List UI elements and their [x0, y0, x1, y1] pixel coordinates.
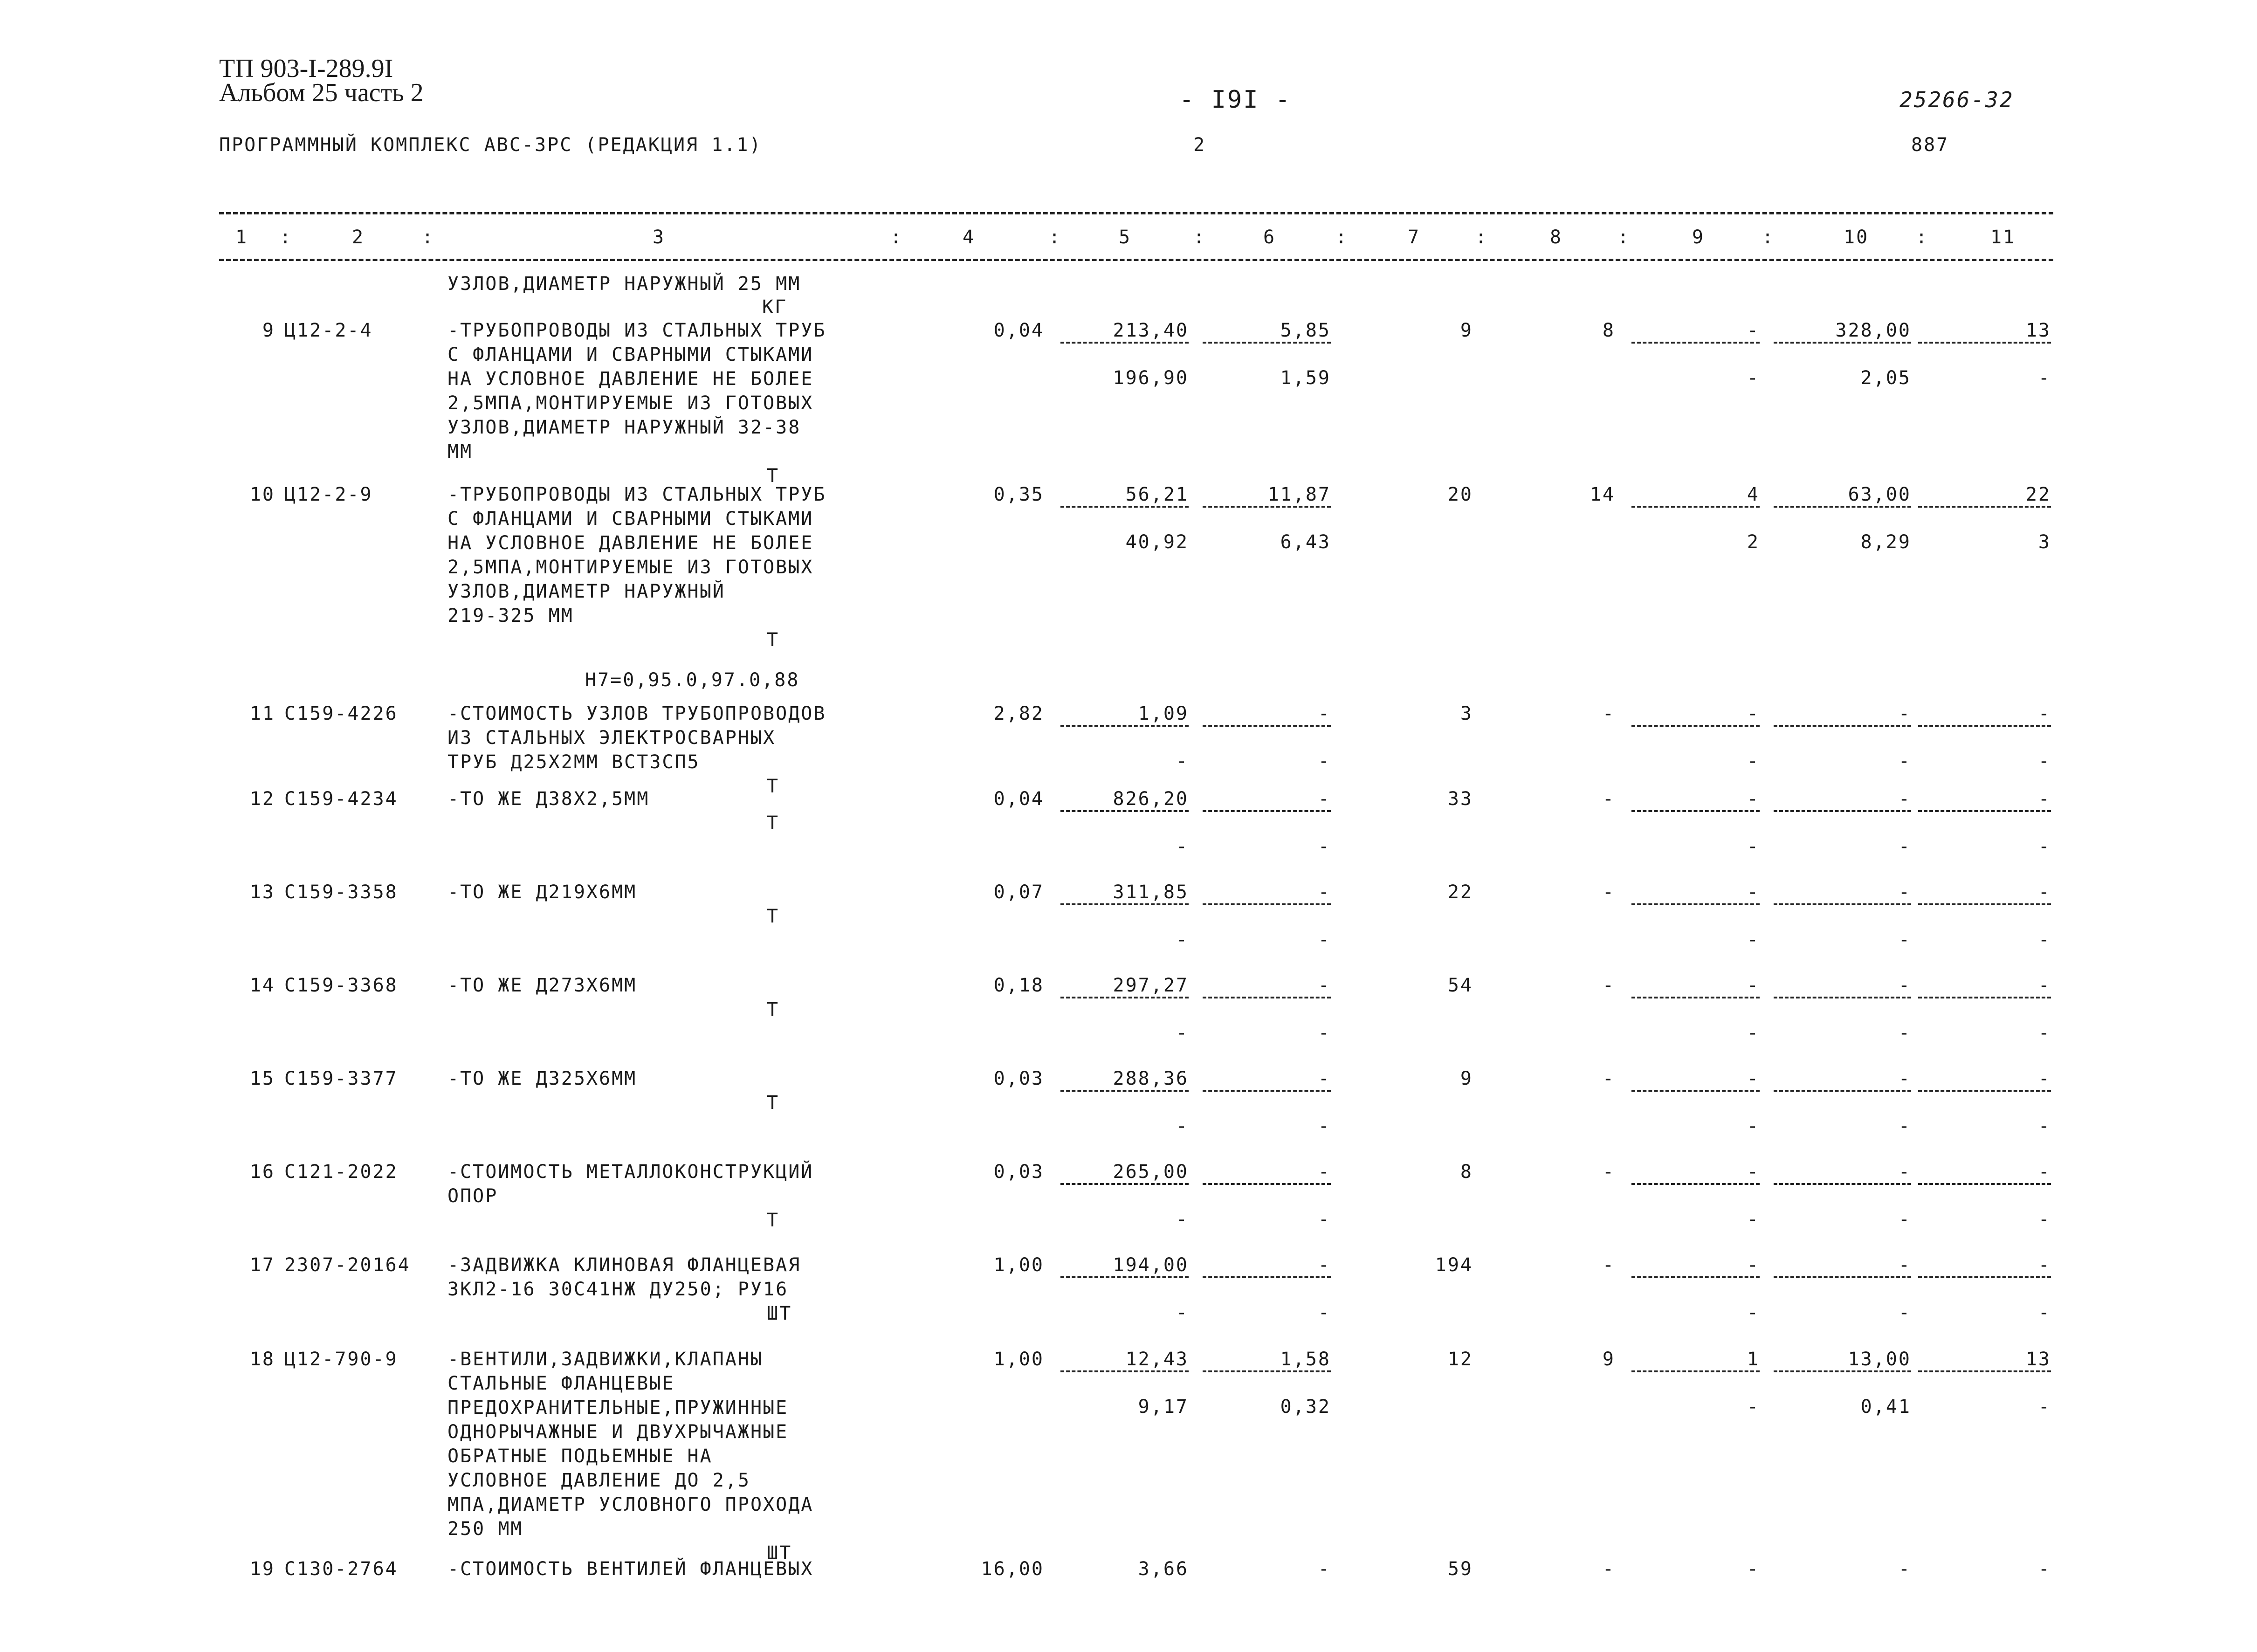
value-col-11: 13 — [2025, 320, 2051, 341]
value-col-10: - — [1898, 1254, 1911, 1276]
value-col-11: 13 — [2025, 1349, 2051, 1370]
value-divider — [1203, 810, 1331, 812]
lower-value-col-10: - — [1898, 750, 1911, 772]
carryover-unit: КГ — [762, 296, 788, 318]
item-description: ОПОР — [447, 1185, 498, 1207]
value-divider — [1918, 903, 2051, 905]
lower-value-col-11: - — [2038, 1302, 2051, 1323]
value-col-6: - — [1318, 788, 1331, 810]
program-title: ПРОГРАММНЫЙ КОМПЛЕКС АВС-3РС (РЕДАКЦИЯ 1.1) — [219, 134, 762, 156]
value-col-10: - — [1898, 881, 1911, 903]
item-description: 219-325 ММ — [447, 605, 574, 626]
rate-code: С159-3368 — [284, 975, 398, 996]
value-col-10: - — [1898, 1068, 1911, 1089]
value-col-6: 11,87 — [1267, 484, 1331, 505]
lower-value-col-6: - — [1318, 836, 1331, 857]
value-divider — [1631, 1090, 1760, 1092]
value-col-8: - — [1602, 1558, 1615, 1580]
value-divider — [1203, 342, 1331, 344]
value-col-9: - — [1747, 975, 1760, 996]
row-number: 12 — [249, 788, 275, 810]
album-label: Альбом 25 часть 2 — [219, 78, 424, 107]
quantity: 1,00 — [993, 1254, 1044, 1276]
value-col-10: - — [1898, 788, 1911, 810]
value-divider — [1060, 1090, 1189, 1092]
item-description: ОДНОРЫЧАЖНЫЕ И ДВУХРЫЧАЖНЫЕ — [447, 1421, 789, 1443]
value-divider — [1774, 810, 1911, 812]
item-description: С ФЛАНЦАМИ И СВАРНЫМИ СТЫКАМИ — [447, 508, 814, 530]
rate-code: С159-4226 — [284, 703, 398, 724]
column-header-3: 3 — [653, 227, 666, 248]
value-col-7: 194 — [1435, 1254, 1473, 1276]
lower-value-col-9: - — [1747, 836, 1760, 857]
rate-code: 2307-20164 — [284, 1254, 411, 1276]
lower-value-col-6: - — [1318, 1115, 1331, 1137]
lower-value-col-6: - — [1318, 1209, 1331, 1230]
value-divider — [1631, 810, 1760, 812]
item-description: НА УСЛОВНОЕ ДАВЛЕНИЕ НЕ БОЛЕЕ — [447, 532, 814, 554]
item-description: НА УСЛОВНОЕ ДАВЛЕНИЕ НЕ БОЛЕЕ — [447, 368, 814, 390]
value-col-6: 1,58 — [1280, 1349, 1331, 1370]
item-description: СТАЛЬНЫЕ ФЛАНЦЕВЫЕ — [447, 1373, 675, 1394]
column-header-1: 1 — [235, 227, 248, 248]
value-col-7: 8 — [1460, 1161, 1473, 1183]
value-col-5: 1,09 — [1138, 703, 1189, 724]
value-divider — [1918, 725, 2051, 727]
column-separator: : — [280, 227, 293, 248]
value-divider — [1203, 1090, 1331, 1092]
value-divider — [1203, 506, 1331, 508]
quantity: 0,35 — [993, 484, 1044, 505]
lower-value-col-5: - — [1176, 1302, 1189, 1323]
coefficient-note: Н7=0,95.0,97.0,88 — [585, 669, 800, 691]
unit-of-measure: Т — [767, 812, 780, 834]
item-description: ПРЕДОХРАНИТЕЛЬНЫЕ,ПРУЖИННЫЕ — [447, 1397, 789, 1418]
registration-number: 25266-32 — [1899, 87, 2014, 112]
value-col-10: - — [1898, 975, 1911, 996]
lower-value-col-9: - — [1747, 929, 1760, 950]
value-col-6: - — [1318, 1254, 1331, 1276]
value-col-8: - — [1602, 975, 1615, 996]
value-col-7: 22 — [1447, 881, 1473, 903]
value-col-11: - — [2038, 1254, 2051, 1276]
row-number: 13 — [249, 881, 275, 903]
column-separator: : — [890, 227, 903, 248]
lower-value-col-5: - — [1176, 1115, 1189, 1137]
value-col-9: - — [1747, 1558, 1760, 1580]
value-divider — [1060, 725, 1189, 727]
value-col-9: 1 — [1747, 1349, 1760, 1370]
row-number: 9 — [262, 320, 275, 341]
row-number: 11 — [249, 703, 275, 724]
item-description: -ВЕНТИЛИ,ЗАДВИЖКИ,КЛАПАНЫ — [447, 1349, 764, 1370]
item-description: -ЗАДВИЖКА КЛИНОВАЯ ФЛАНЦЕВАЯ — [447, 1254, 801, 1276]
value-col-8: 9 — [1602, 1349, 1615, 1370]
rate-code: Ц12-2-9 — [284, 484, 373, 505]
value-divider — [1060, 342, 1189, 344]
lower-value-col-5: - — [1176, 750, 1189, 772]
row-number: 15 — [249, 1068, 275, 1089]
rate-code: С159-3358 — [284, 881, 398, 903]
quantity: 0,04 — [993, 320, 1044, 341]
value-col-5: 311,85 — [1113, 881, 1189, 903]
row-number: 18 — [249, 1349, 275, 1370]
lower-value-col-6: 0,32 — [1280, 1396, 1331, 1418]
value-col-6: - — [1318, 1068, 1331, 1089]
value-divider — [1060, 1276, 1189, 1278]
lower-value-col-5: 196,90 — [1113, 367, 1189, 389]
column-separator: : — [422, 227, 435, 248]
lower-value-col-11: - — [2038, 367, 2051, 389]
value-col-5: 3,66 — [1138, 1558, 1189, 1580]
value-col-10: - — [1898, 1161, 1911, 1183]
value-col-8: 8 — [1602, 320, 1615, 341]
value-divider — [1060, 810, 1189, 812]
value-col-7: 9 — [1460, 320, 1473, 341]
value-divider — [1631, 903, 1760, 905]
page-number: - I9I - — [1179, 86, 1292, 114]
column-header-7: 7 — [1408, 227, 1421, 248]
item-description: 2,5МПА,МОНТИРУЕМЫЕ ИЗ ГОТОВЫХ — [447, 392, 814, 414]
value-divider — [1918, 1090, 2051, 1092]
unit-of-measure: Т — [767, 1210, 780, 1231]
column-separator: : — [1049, 227, 1062, 248]
quantity: 0,03 — [993, 1161, 1044, 1183]
lower-value-col-10: - — [1898, 929, 1911, 950]
unit-of-measure: Т — [767, 906, 780, 927]
value-col-7: 3 — [1460, 703, 1473, 724]
item-description: -ТО ЖЕ Д219Х6ММ — [447, 881, 637, 903]
value-col-7: 59 — [1447, 1558, 1473, 1580]
value-divider — [1774, 1276, 1911, 1278]
lower-value-col-11: - — [2038, 1396, 2051, 1418]
item-description: -СТОИМОСТЬ УЗЛОВ ТРУБОПРОВОДОВ — [447, 703, 826, 724]
value-divider — [1774, 342, 1911, 344]
value-divider — [1060, 1183, 1189, 1185]
item-description: -СТОИМОСТЬ ВЕНТИЛЕЙ ФЛАНЦЕВЫХ — [447, 1558, 814, 1580]
lower-value-col-10: 0,41 — [1860, 1396, 1911, 1418]
value-col-10: 328,00 — [1835, 320, 1911, 341]
value-col-5: 297,27 — [1113, 975, 1189, 996]
column-header-2: 2 — [352, 227, 365, 248]
item-description: -ТО ЖЕ Д325Х6ММ — [447, 1068, 637, 1089]
value-divider — [1631, 1370, 1760, 1372]
quantity: 16,00 — [981, 1558, 1044, 1580]
carryover-text: УЗЛОВ,ДИАМЕТР НАРУЖНЫЙ 25 ММ — [447, 273, 801, 295]
row-number: 17 — [249, 1254, 275, 1276]
column-header-8: 8 — [1550, 227, 1563, 248]
lower-value-col-9: - — [1747, 750, 1760, 772]
value-divider — [1918, 1370, 2051, 1372]
row-number: 14 — [249, 975, 275, 996]
value-divider — [1203, 1276, 1331, 1278]
lower-value-col-10: 8,29 — [1860, 531, 1911, 553]
value-col-11: 22 — [2025, 484, 2051, 505]
quantity: 0,18 — [993, 975, 1044, 996]
lower-value-col-6: - — [1318, 750, 1331, 772]
value-divider — [1203, 997, 1331, 998]
column-header-9: 9 — [1692, 227, 1705, 248]
value-col-10: 13,00 — [1848, 1349, 1911, 1370]
quantity: 1,00 — [993, 1349, 1044, 1370]
item-description: -ТРУБОПРОВОДЫ ИЗ СТАЛЬНЫХ ТРУБ — [447, 484, 826, 505]
value-divider — [1631, 1276, 1760, 1278]
sheet-number: 887 — [1911, 134, 1949, 156]
lower-value-col-9: - — [1747, 1302, 1760, 1323]
row-number: 19 — [249, 1558, 275, 1580]
value-col-9: - — [1747, 1254, 1760, 1276]
column-separator: : — [1762, 227, 1775, 248]
item-description: УСЛОВНОЕ ДАВЛЕНИЕ ДО 2,5 — [447, 1470, 750, 1491]
value-divider — [1774, 506, 1911, 508]
value-col-8: - — [1602, 1068, 1615, 1089]
value-col-6: - — [1318, 1558, 1331, 1580]
value-divider — [1631, 506, 1760, 508]
value-divider — [1060, 1370, 1189, 1372]
column-header-5: 5 — [1119, 227, 1132, 248]
value-divider — [1918, 1183, 2051, 1185]
section-number: 2 — [1193, 134, 1206, 156]
value-divider — [1060, 997, 1189, 998]
value-col-8: - — [1602, 1161, 1615, 1183]
value-col-11: - — [2038, 1558, 2051, 1580]
value-col-6: - — [1318, 1161, 1331, 1183]
value-divider — [1203, 1183, 1331, 1185]
item-description: МПА,ДИАМЕТР УСЛОВНОГО ПРОХОДА — [447, 1494, 814, 1515]
item-description: ОБРАТНЫЕ ПОДЬЕМНЫЕ НА — [447, 1446, 713, 1467]
rate-code: С121-2022 — [284, 1161, 398, 1183]
value-col-5: 194,00 — [1113, 1254, 1189, 1276]
lower-value-col-10: - — [1898, 1209, 1911, 1230]
lower-value-col-10: - — [1898, 1115, 1911, 1137]
value-col-10: 63,00 — [1848, 484, 1911, 505]
value-divider — [1774, 1370, 1911, 1372]
value-col-7: 20 — [1447, 484, 1473, 505]
item-description: ИЗ СТАЛЬНЫХ ЭЛЕКТРОСВАРНЫХ — [447, 727, 776, 749]
rate-code: С159-4234 — [284, 788, 398, 810]
lower-value-col-5: - — [1176, 1022, 1189, 1044]
lower-value-col-11: - — [2038, 1209, 2051, 1230]
value-divider — [1774, 1090, 1911, 1092]
quantity: 0,04 — [993, 788, 1044, 810]
value-col-6: - — [1318, 703, 1331, 724]
lower-value-col-11: 3 — [2038, 531, 2051, 553]
value-col-8: 14 — [1590, 484, 1615, 505]
lower-value-col-10: - — [1898, 1302, 1911, 1323]
item-description: УЗЛОВ,ДИАМЕТР НАРУЖНЫЙ 32-38 — [447, 417, 801, 438]
lower-value-col-10: - — [1898, 1022, 1911, 1044]
value-divider — [1060, 903, 1189, 905]
item-description: ТРУБ Д25Х2ММ ВСТ3СП5 — [447, 751, 700, 773]
item-description: -СТОИМОСТЬ МЕТАЛЛОКОНСТРУКЦИЙ — [447, 1161, 814, 1183]
lower-value-col-11: - — [2038, 836, 2051, 857]
value-col-8: - — [1602, 1254, 1615, 1276]
unit-of-measure: Т — [767, 999, 780, 1020]
lower-value-col-9: 2 — [1747, 531, 1760, 553]
column-separator: : — [1916, 227, 1929, 248]
lower-value-col-11: - — [2038, 1022, 2051, 1044]
value-col-7: 9 — [1460, 1068, 1473, 1089]
column-separator: : — [1335, 227, 1349, 248]
value-col-6: - — [1318, 975, 1331, 996]
value-col-8: - — [1602, 703, 1615, 724]
value-col-9: - — [1747, 881, 1760, 903]
value-col-5: 265,00 — [1113, 1161, 1189, 1183]
value-col-9: - — [1747, 320, 1760, 341]
value-divider — [1774, 997, 1911, 998]
header-rule-bottom — [219, 259, 2053, 261]
unit-of-measure: ШТ — [767, 1542, 792, 1564]
value-col-11: - — [2038, 703, 2051, 724]
item-description: 2,5МПА,МОНТИРУЕМЫЕ ИЗ ГОТОВЫХ — [447, 557, 814, 578]
lower-value-col-9: - — [1747, 1209, 1760, 1230]
value-col-9: 4 — [1747, 484, 1760, 505]
value-col-5: 213,40 — [1113, 320, 1189, 341]
value-divider — [1918, 1276, 2051, 1278]
lower-value-col-11: - — [2038, 750, 2051, 772]
value-col-6: 5,85 — [1280, 320, 1331, 341]
quantity: 0,03 — [993, 1068, 1044, 1089]
lower-value-col-6: 6,43 — [1280, 531, 1331, 553]
lower-value-col-5: 9,17 — [1138, 1396, 1189, 1418]
unit-of-measure: Т — [767, 629, 780, 651]
value-col-9: - — [1747, 788, 1760, 810]
value-col-7: 54 — [1447, 975, 1473, 996]
column-header-11: 11 — [1990, 227, 2016, 248]
row-number: 16 — [249, 1161, 275, 1183]
value-col-8: - — [1602, 788, 1615, 810]
value-divider — [1631, 1183, 1760, 1185]
column-separator: : — [1475, 227, 1488, 248]
value-divider — [1918, 810, 2051, 812]
value-col-9: - — [1747, 1161, 1760, 1183]
value-col-8: - — [1602, 881, 1615, 903]
value-col-10: - — [1898, 1558, 1911, 1580]
lower-value-col-9: - — [1747, 367, 1760, 389]
item-description: ММ — [447, 441, 473, 462]
item-description: 250 ММ — [447, 1518, 523, 1540]
value-col-11: - — [2038, 1068, 2051, 1089]
item-description: -ТО ЖЕ Д273Х6ММ — [447, 975, 637, 996]
column-header-10: 10 — [1844, 227, 1869, 248]
lower-value-col-9: - — [1747, 1022, 1760, 1044]
value-divider — [1774, 725, 1911, 727]
lower-value-col-6: - — [1318, 1022, 1331, 1044]
rate-code: С130-2764 — [284, 1558, 398, 1580]
lower-value-col-6: - — [1318, 1302, 1331, 1323]
column-header-6: 6 — [1263, 227, 1276, 248]
value-divider — [1631, 997, 1760, 998]
value-divider — [1203, 725, 1331, 727]
header-rule-top — [219, 212, 2053, 214]
lower-value-col-9: - — [1747, 1115, 1760, 1137]
value-divider — [1631, 725, 1760, 727]
value-col-6: - — [1318, 881, 1331, 903]
value-divider — [1774, 903, 1911, 905]
column-separator: : — [1193, 227, 1206, 248]
lower-value-col-6: - — [1318, 929, 1331, 950]
value-col-11: - — [2038, 975, 2051, 996]
lower-value-col-6: 1,59 — [1280, 367, 1331, 389]
value-col-9: - — [1747, 703, 1760, 724]
value-col-5: 12,43 — [1125, 1349, 1189, 1370]
document-code: ТП 903-I-289.9I — [219, 54, 393, 83]
lower-value-col-10: 2,05 — [1860, 367, 1911, 389]
value-col-11: - — [2038, 881, 2051, 903]
value-col-11: - — [2038, 788, 2051, 810]
lower-value-col-5: - — [1176, 929, 1189, 950]
quantity: 0,07 — [993, 881, 1044, 903]
value-col-5: 826,20 — [1113, 788, 1189, 810]
row-number: 10 — [249, 484, 275, 505]
item-description: УЗЛОВ,ДИАМЕТР НАРУЖНЫЙ — [447, 581, 725, 602]
value-divider — [1918, 506, 2051, 508]
lower-value-col-5: 40,92 — [1125, 531, 1189, 553]
value-divider — [1918, 342, 2051, 344]
rate-code: Ц12-790-9 — [284, 1349, 398, 1370]
lower-value-col-11: - — [2038, 1115, 2051, 1137]
item-description: -ТРУБОПРОВОДЫ ИЗ СТАЛЬНЫХ ТРУБ — [447, 320, 826, 341]
value-divider — [1918, 997, 2051, 998]
item-description: 3КЛ2-16 30С41НЖ ДУ250; РУ16 — [447, 1279, 789, 1300]
unit-of-measure: Т — [767, 1092, 780, 1114]
value-col-10: - — [1898, 703, 1911, 724]
value-col-9: - — [1747, 1068, 1760, 1089]
value-col-5: 288,36 — [1113, 1068, 1189, 1089]
item-description: -ТО ЖЕ Д38Х2,5ММ — [447, 788, 650, 810]
column-header-4: 4 — [963, 227, 976, 248]
column-separator: : — [1617, 227, 1631, 248]
lower-value-col-10: - — [1898, 836, 1911, 857]
value-divider — [1631, 342, 1760, 344]
value-col-11: - — [2038, 1161, 2051, 1183]
lower-value-col-11: - — [2038, 929, 2051, 950]
lower-value-col-9: - — [1747, 1396, 1760, 1418]
value-divider — [1774, 1183, 1911, 1185]
rate-code: С159-3377 — [284, 1068, 398, 1089]
value-divider — [1203, 1370, 1331, 1372]
item-description: С ФЛАНЦАМИ И СВАРНЫМИ СТЫКАМИ — [447, 344, 814, 365]
lower-value-col-5: - — [1176, 836, 1189, 857]
value-divider — [1203, 903, 1331, 905]
quantity: 2,82 — [993, 703, 1044, 724]
unit-of-measure: Т — [767, 465, 780, 487]
value-divider — [1060, 506, 1189, 508]
rate-code: Ц12-2-4 — [284, 320, 373, 341]
lower-value-col-5: - — [1176, 1209, 1189, 1230]
unit-of-measure: ШТ — [767, 1303, 792, 1324]
value-col-7: 33 — [1447, 788, 1473, 810]
unit-of-measure: Т — [767, 776, 780, 797]
value-col-5: 56,21 — [1125, 484, 1189, 505]
value-col-7: 12 — [1447, 1349, 1473, 1370]
